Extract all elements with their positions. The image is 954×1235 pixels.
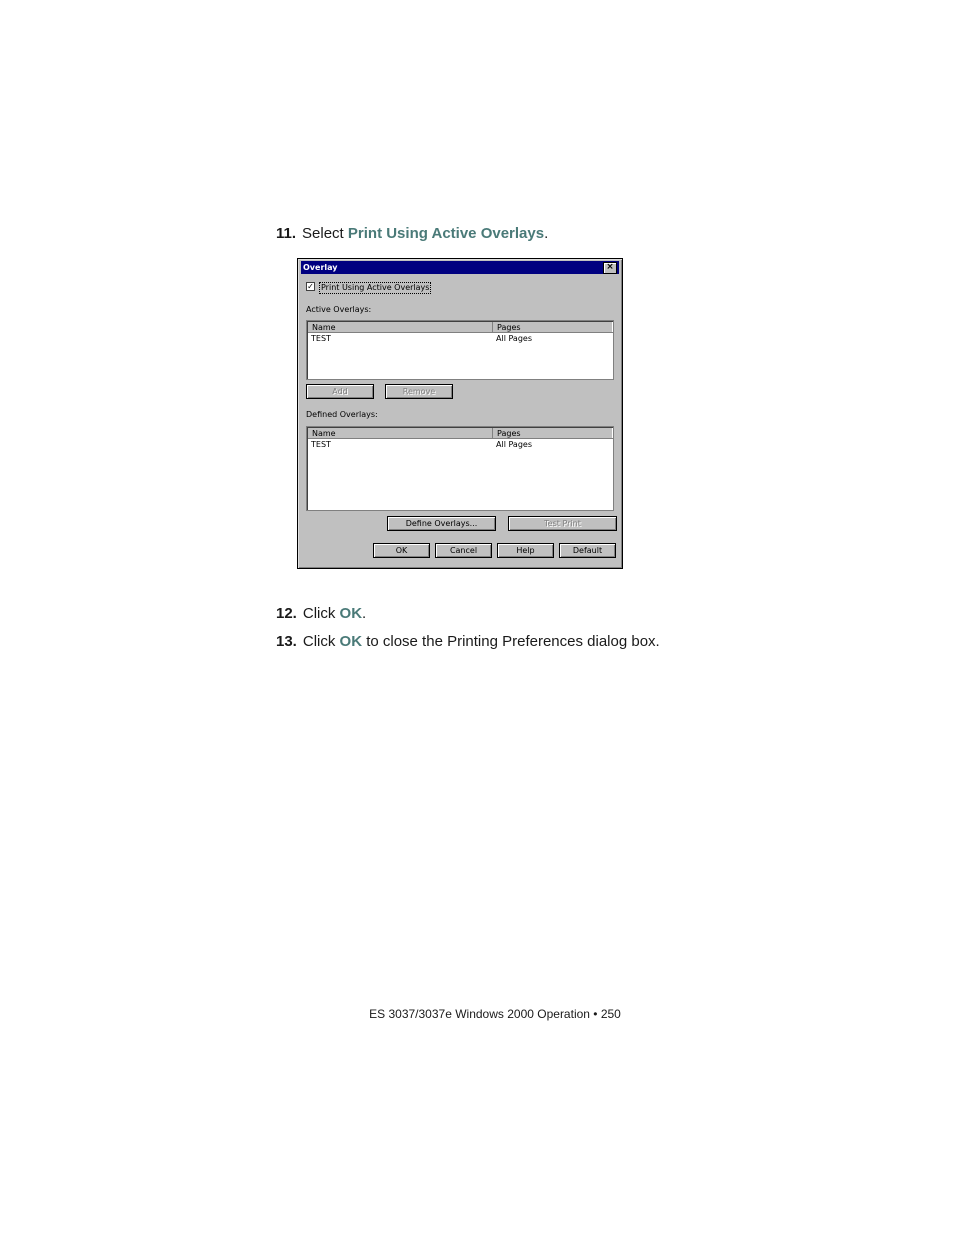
page-footer: ES 3037/3037e Windows 2000 Operation • 250	[369, 1007, 621, 1021]
overlay-pages: All Pages	[496, 334, 532, 343]
overlay-pages: All Pages	[496, 440, 532, 449]
define-overlays-button[interactable]: Define Overlays...	[387, 516, 496, 531]
list-item[interactable]	[308, 440, 612, 450]
close-icon[interactable]: ×	[603, 262, 617, 274]
step-number: 11.	[276, 225, 297, 242]
step-12	[276, 605, 366, 623]
dialog-title: Overlay	[303, 263, 338, 272]
column-header-name[interactable]: Name	[308, 428, 493, 439]
step-11	[276, 225, 548, 243]
active-overlays-list[interactable]	[306, 320, 614, 380]
list-header	[308, 322, 612, 333]
step-text-end: .	[544, 225, 549, 242]
overlay-name: TEST	[311, 440, 331, 449]
add-button[interactable]: Add	[306, 384, 374, 399]
print-active-overlays-label[interactable]: Print Using Active Overlays	[321, 283, 430, 292]
help-button[interactable]: Help	[497, 543, 554, 558]
step-13	[276, 633, 660, 651]
column-header-pages[interactable]: Pages	[493, 322, 614, 333]
step-text: Click	[302, 605, 340, 622]
cancel-button[interactable]: Cancel	[435, 543, 492, 558]
step-text-end: .	[362, 605, 367, 622]
step-number: 13.	[276, 633, 297, 650]
defined-overlays-list[interactable]	[306, 426, 614, 511]
list-item[interactable]	[308, 334, 612, 344]
overlay-dialog	[297, 258, 623, 569]
step-highlight: OK	[339, 605, 363, 622]
test-print-button[interactable]: Test Print	[508, 516, 617, 531]
column-header-pages[interactable]: Pages	[493, 428, 614, 439]
defined-overlays-label: Defined Overlays:	[306, 410, 378, 419]
remove-button[interactable]: Remove	[385, 384, 453, 399]
step-text: Click	[302, 633, 340, 650]
dialog-titlebar	[301, 261, 619, 274]
step-highlight: OK	[339, 633, 363, 650]
list-header	[308, 428, 612, 439]
step-highlight: Print Using Active Overlays	[347, 225, 545, 242]
ok-button[interactable]: OK	[373, 543, 430, 558]
step-number: 12.	[276, 605, 297, 622]
print-active-overlays-checkbox[interactable]: ✓	[307, 282, 314, 291]
step-text: Select	[302, 225, 348, 242]
step-text-end: to close the Printing Preferences dialog box.	[362, 633, 660, 650]
default-button[interactable]: Default	[559, 543, 616, 558]
active-overlays-label: Active Overlays:	[306, 305, 372, 314]
column-header-name[interactable]: Name	[308, 322, 493, 333]
overlay-name: TEST	[311, 334, 331, 343]
